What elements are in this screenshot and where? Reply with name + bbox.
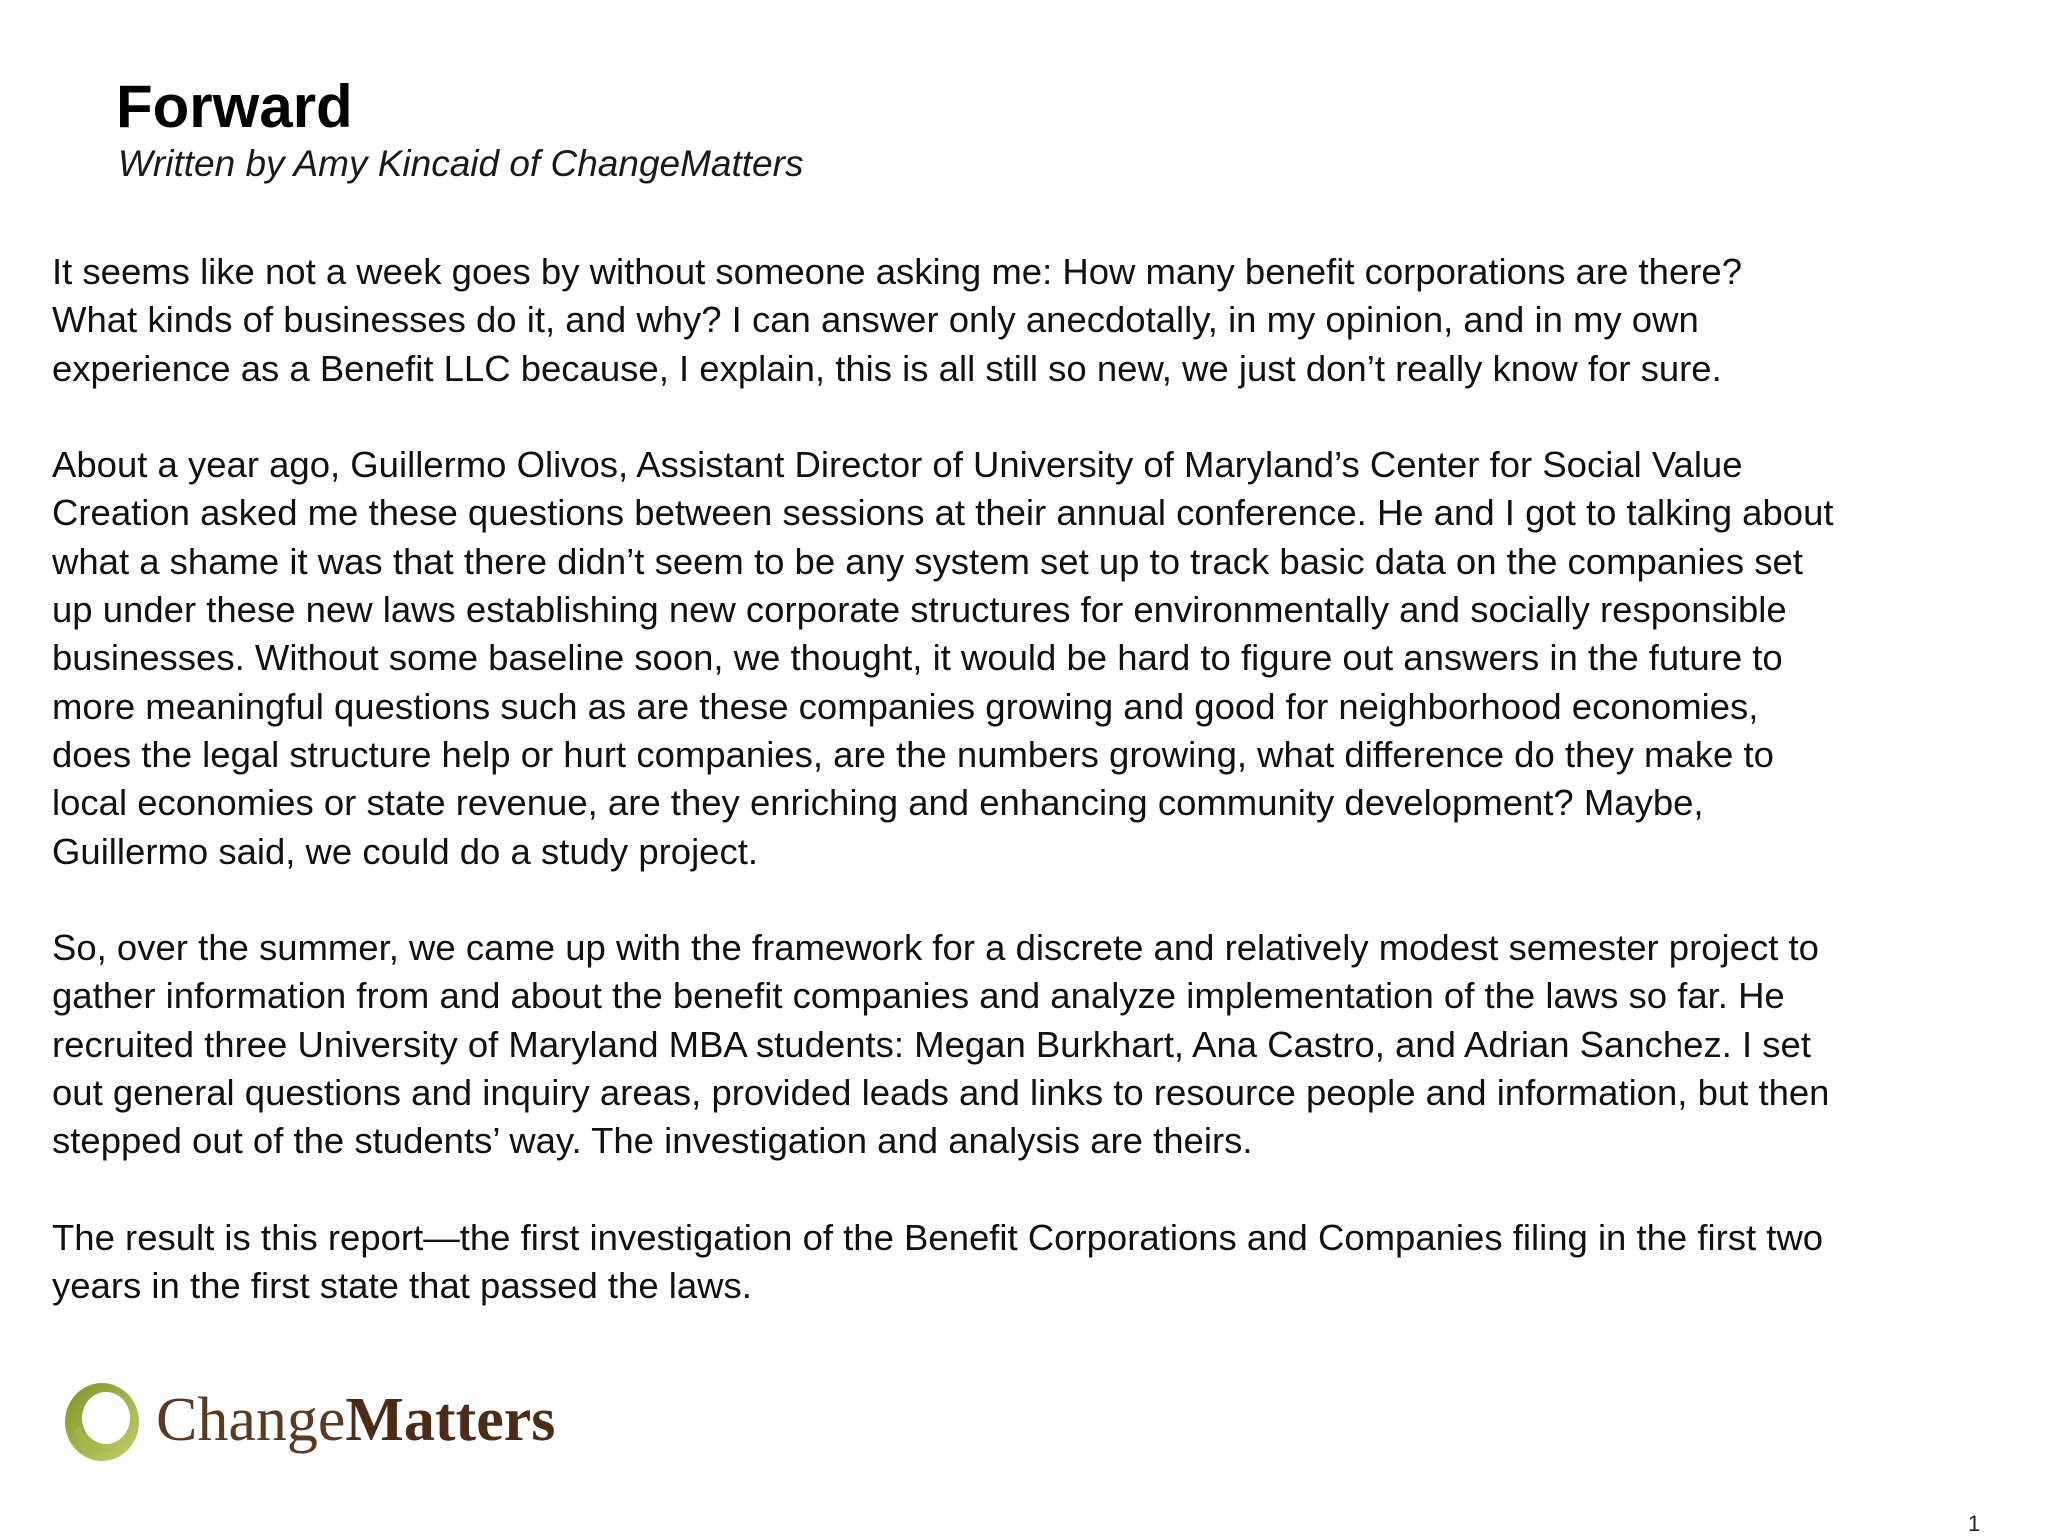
text-line: It seems like not a week goes by without someone asking me: How many benefit corporations are there? bbox=[52, 251, 1743, 292]
text-line: About a year ago, Guillermo Olivos, Assistant Director of University of Maryland’s Center for Social Value bbox=[52, 444, 1743, 486]
paragraph-3 bbox=[52, 924, 2012, 1165]
page-number: 1 bbox=[1968, 1511, 1981, 1536]
text-line: years in the first state that passed the laws. bbox=[52, 1265, 752, 1307]
page-title: Forward bbox=[116, 73, 353, 140]
text-line: The result is this report—the first investigation of the Benefit Corporations and Companies filing in the first two bbox=[52, 1216, 1824, 1258]
text-line: recruited three University of Maryland MBA students: Megan Burkhart, Ana Castro, and Adrian Sanchez. I set bbox=[52, 1023, 1811, 1065]
changematters-ring-icon bbox=[62, 1380, 142, 1464]
text-line: gather information from and about the benefit companies and analyze implementation of the laws so far. He bbox=[52, 975, 1785, 1017]
paragraph-2 bbox=[52, 441, 2012, 876]
text-line: what a shame it was that there didn’t seem to be any system set up to track basic data on the companies set bbox=[52, 540, 1803, 582]
text-line: What kinds of businesses do it, and why? I can answer only anecdotally, in my opinion, and in my own bbox=[52, 299, 1699, 341]
text-line: Guillermo said, we could do a study project. bbox=[52, 830, 759, 872]
text-line: local economies or state revenue, are they enriching and enhancing community development? Maybe, bbox=[52, 782, 1704, 824]
text-line: out general questions and inquiry areas, provided leads and links to resource people and information, but then bbox=[52, 1072, 1830, 1114]
logo-text-matters: Matters bbox=[345, 1386, 556, 1454]
page-subtitle: Written by Amy Kincaid of ChangeMatters bbox=[118, 143, 804, 184]
text-line: experience as a Benefit LLC because, I explain, this is all still so new, we just don’t really know for sure. bbox=[52, 347, 1722, 389]
paragraph-1 bbox=[52, 248, 2012, 393]
text-line: businesses. Without some baseline soon, we thought, it would be hard to figure out answers in the future to bbox=[52, 637, 1783, 679]
body-text bbox=[52, 248, 2012, 1359]
text-line: Creation asked me these questions between sessions at their annual conference. He and I got to talking about bbox=[52, 492, 1834, 534]
changematters-logo bbox=[62, 1380, 622, 1490]
paragraph-4 bbox=[52, 1214, 2012, 1311]
logo-wordmark bbox=[156, 1382, 555, 1458]
text-line: up under these new laws establishing new corporate structures for environmentally and socially responsible bbox=[52, 589, 1787, 631]
text-line: So, over the summer, we came up with the framework for a discrete and relatively modest semester project to bbox=[52, 927, 1819, 969]
logo-text-change: Change bbox=[156, 1386, 346, 1454]
text-line: does the legal structure help or hurt companies, are the numbers growing, what difference do they make to bbox=[52, 733, 1774, 775]
text-line: more meaningful questions such as are these companies growing and good for neighborhood economies, bbox=[52, 685, 1759, 727]
text-line: stepped out of the students’ way. The investigation and analysis are theirs. bbox=[52, 1120, 1253, 1162]
